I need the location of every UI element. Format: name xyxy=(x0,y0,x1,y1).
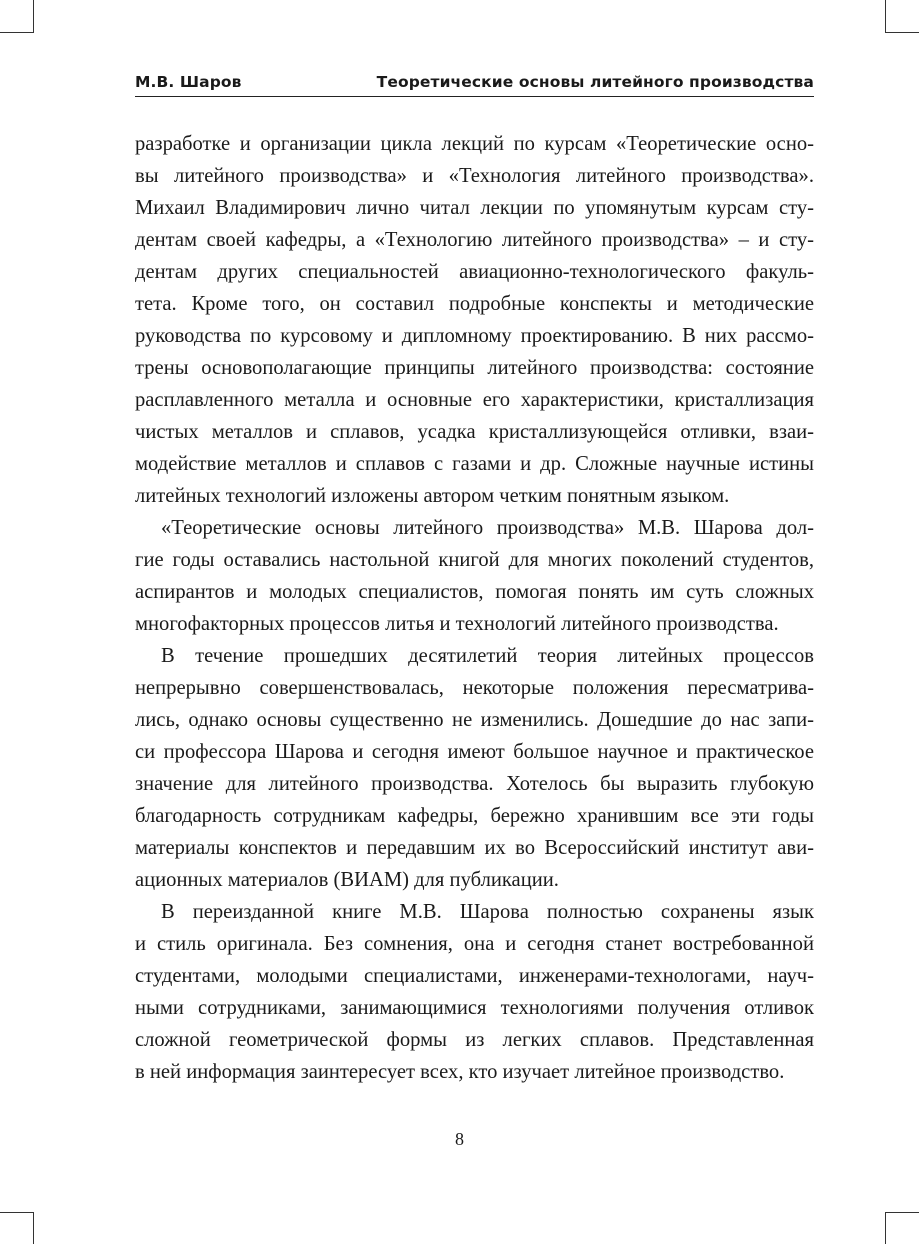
text-line: дентам других специальностей авиационно-технологического факуль- xyxy=(135,261,814,283)
text-line: многофакторных процессов литья и технологий литейного производства. xyxy=(135,613,779,635)
text-line: В течение прошедших десятилетий теория литейных процессов xyxy=(161,645,814,667)
text-line: значение для литейного производства. Хотелось бы выразить глубокую xyxy=(135,773,814,795)
paragraph xyxy=(135,896,814,1088)
text-line: в ней информация заинтересует всех, кто изучает литейное производство. xyxy=(135,1061,785,1083)
text-line: трены основополагающие принципы литейного производства: состояние xyxy=(135,357,814,379)
paragraph xyxy=(135,512,814,640)
text-line: вы литейного производства» и «Технология литейного производства». xyxy=(135,165,814,187)
text-line: ными сотрудниками, занимающимися технологиями получения отливок xyxy=(135,997,814,1019)
crop-mark-top-left-v xyxy=(33,0,34,32)
text-line: благодарность сотрудникам кафедры, бережно хранившим все эти годы xyxy=(135,805,814,827)
crop-mark-bottom-right-h xyxy=(885,1212,919,1213)
text-line: студентами, молодыми специалистами, инженерами-технологами, науч- xyxy=(135,965,814,987)
text-line: разработке и организации цикла лекций по курсам «Теоретические осно- xyxy=(135,133,814,155)
text-line: литейных технологий изложены автором четким понятным языком. xyxy=(135,485,730,507)
header-book-title: Теоретические основы литейного производства xyxy=(376,73,814,91)
text-line: гие годы оставались настольной книгой для многих поколений студентов, xyxy=(135,549,814,571)
paragraph xyxy=(135,128,814,512)
text-line: материалы конспектов и передавшим их во Всероссийский институт ави- xyxy=(135,837,814,859)
text-line: чистых металлов и сплавов, усадка кристаллизующейся отливки, взаи- xyxy=(135,421,814,443)
text-line: непрерывно совершенствовалась, некоторые положения пересматрива- xyxy=(135,677,814,699)
text-line: руководства по курсовому и дипломному проектированию. В них рассмо- xyxy=(135,325,814,347)
crop-mark-bottom-left-h xyxy=(0,1212,34,1213)
text-line: ационных материалов (ВИАМ) для публикации. xyxy=(135,869,559,891)
text-line: расплавленного металла и основные его характеристики, кристаллизация xyxy=(135,389,814,411)
crop-mark-bottom-right-v xyxy=(885,1212,886,1244)
text-line: тета. Кроме того, он составил подробные конспекты и методические xyxy=(135,293,814,315)
text-line: модействие металлов и сплавов с газами и др. Сложные научные истины xyxy=(135,453,814,475)
crop-mark-top-right-h xyxy=(885,32,919,33)
running-header xyxy=(135,70,814,97)
text-line: В переизданной книге М.В. Шарова полностью сохранены язык xyxy=(161,901,814,923)
page-body xyxy=(135,128,814,1088)
text-line: сложной геометрической формы из легких сплавов. Представленная xyxy=(135,1029,814,1051)
paragraph xyxy=(135,640,814,896)
text-line: си профессора Шарова и сегодня имеют большое научное и практическое xyxy=(135,741,814,763)
crop-mark-top-left-h xyxy=(0,32,34,33)
text-line: аспирантов и молодых специалистов, помогая понять им суть сложных xyxy=(135,581,814,603)
crop-mark-bottom-left-v xyxy=(33,1212,34,1244)
page-number: 8 xyxy=(455,1129,464,1149)
header-author: М.В. Шаров xyxy=(135,73,242,91)
text-line: дентам своей кафедры, а «Технологию литейного производства» – и сту- xyxy=(135,229,814,251)
text-line: и стиль оригинала. Без сомнения, она и сегодня станет востребованной xyxy=(135,933,814,955)
text-line: Михаил Владимирович лично читал лекции по упомянутым курсам сту- xyxy=(135,197,814,219)
text-line: «Теоретические основы литейного производства» М.В. Шарова дол- xyxy=(161,517,814,539)
crop-mark-top-right-v xyxy=(885,0,886,32)
text-line: лись, однако основы существенно не изменились. Дошедшие до нас запи- xyxy=(135,709,814,731)
